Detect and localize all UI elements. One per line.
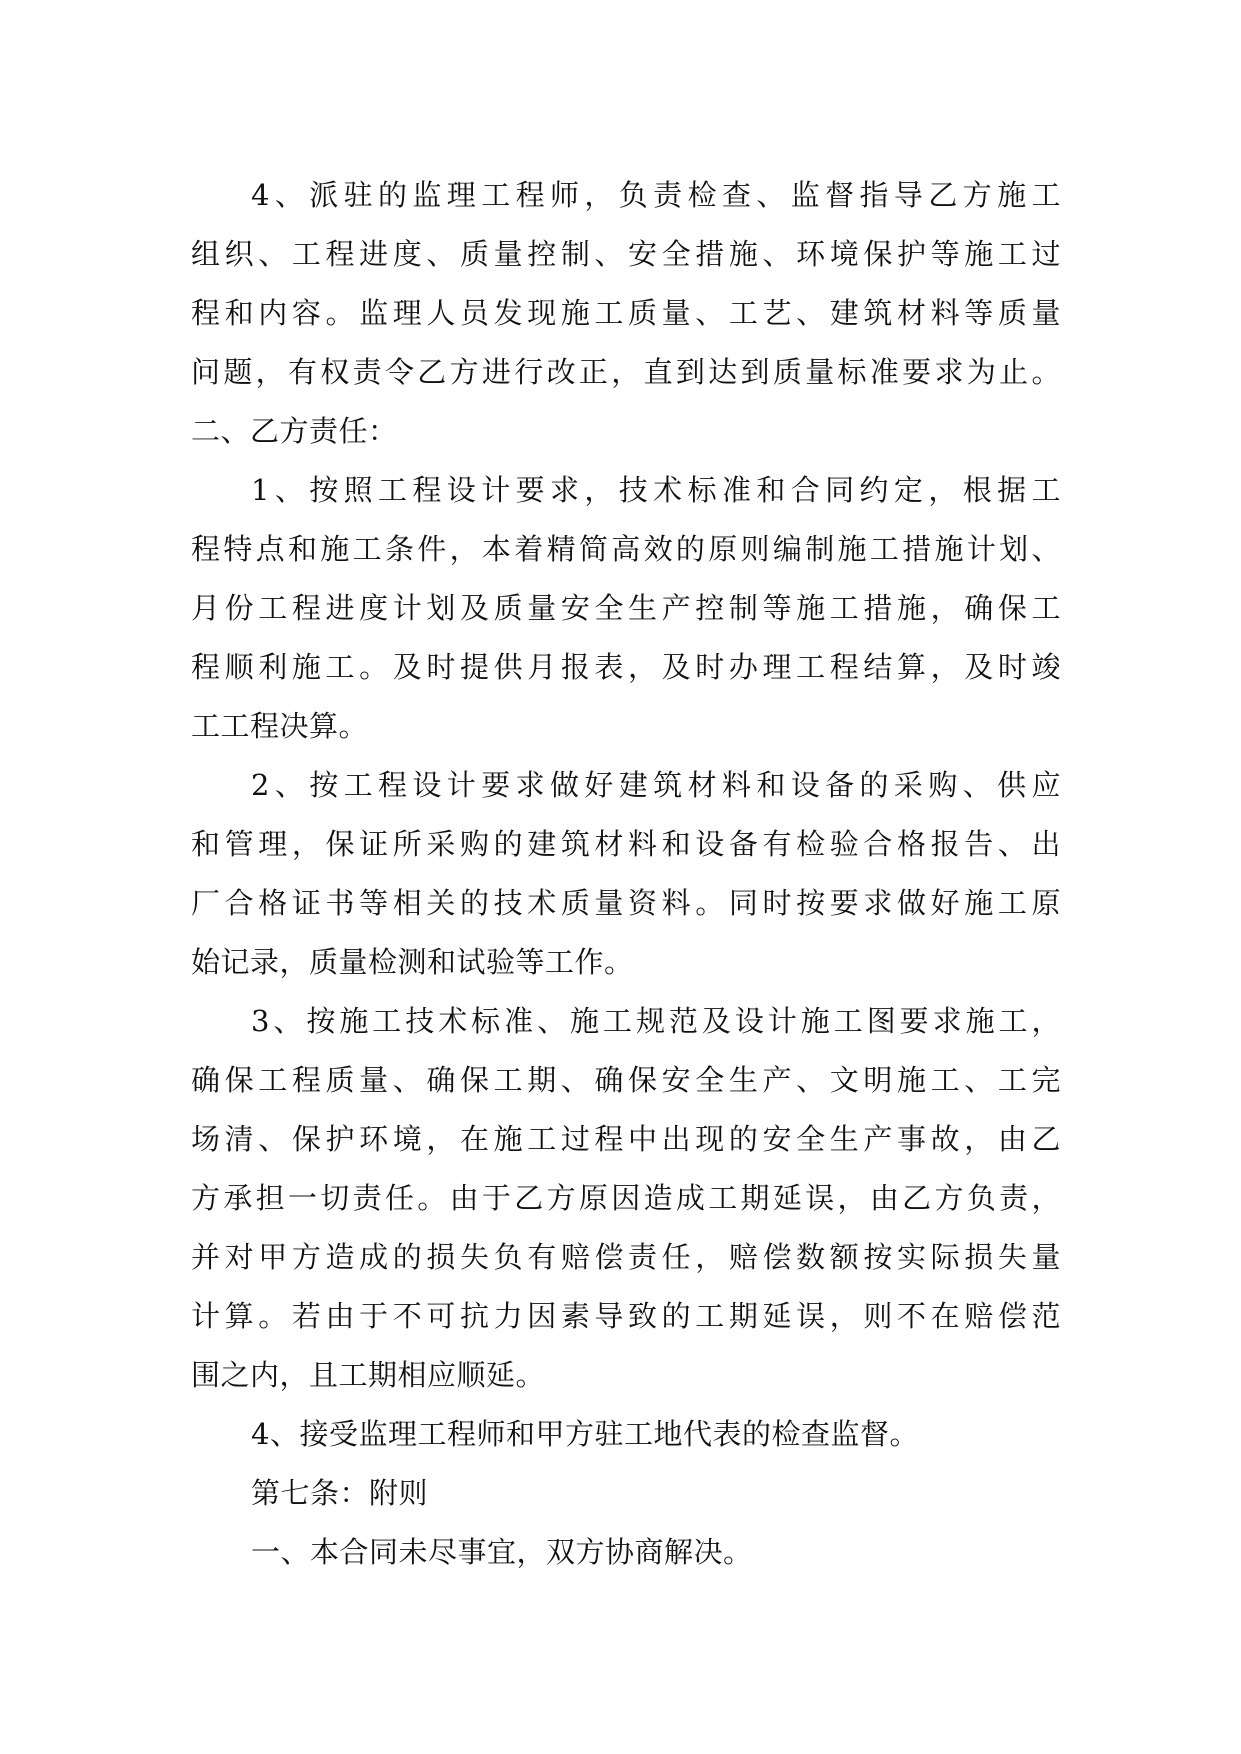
contract-text-body	[191, 166, 1061, 1582]
clause-line: 确保工程质量、确保工期、确保安全生产、文明施工、工完	[191, 1063, 1061, 1097]
section-heading: 二、乙方责任：	[191, 414, 398, 448]
clause-line: 问题，有权责令乙方进行改正，直到达到质量标准要求为止。	[191, 355, 1061, 389]
clause-line: 围之内，且工期相应顺延。	[191, 1358, 546, 1392]
clause-line: 月份工程进度计划及质量安全生产控制等施工措施，确保工	[191, 591, 1061, 625]
clause-line: 3、按施工技术标准、施工规范及设计施工图要求施工，	[251, 1004, 1061, 1038]
clause-line: 1、按照工程设计要求，技术标准和合同约定，根据工	[251, 473, 1061, 507]
clause-line: 并对甲方造成的损失负有赔偿责任，赔偿数额按实际损失量	[191, 1240, 1061, 1274]
clause-line: 2、按工程设计要求做好建筑材料和设备的采购、供应	[251, 768, 1061, 802]
clause-line: 程和内容。监理人员发现施工质量、工艺、建筑材料等质量	[191, 296, 1061, 330]
clause-line: 4、派驻的监理工程师，负责检查、监督指导乙方施工	[251, 178, 1061, 212]
article-heading: 第七条：附则	[251, 1476, 429, 1510]
clause-line: 始记录，质量检测和试验等工作。	[191, 945, 634, 979]
clause-line: 一、本合同未尽事宜，双方协商解决。	[251, 1535, 753, 1569]
clause-line: 和管理，保证所采购的建筑材料和设备有检验合格报告、出	[191, 827, 1061, 861]
clause-line: 组织、工程进度、质量控制、安全措施、环境保护等施工过	[191, 237, 1061, 271]
clause-line: 场清、保护环境，在施工过程中出现的安全生产事故，由乙	[191, 1122, 1061, 1156]
clause-line: 4、接受监理工程师和甲方驻工地代表的检查监督。	[251, 1417, 919, 1451]
clause-line: 程特点和施工条件，本着精简高效的原则编制施工措施计划、	[191, 532, 1061, 566]
clause-line: 计算。若由于不可抗力因素导致的工期延误，则不在赔偿范	[191, 1299, 1061, 1333]
clause-line: 程顺利施工。及时提供月报表，及时办理工程结算，及时竣	[191, 650, 1061, 684]
clause-line: 厂合格证书等相关的技术质量资料。同时按要求做好施工原	[191, 886, 1061, 920]
clause-line: 方承担一切责任。由于乙方原因造成工期延误，由乙方负责，	[191, 1181, 1061, 1215]
clause-line: 工工程决算。	[191, 709, 369, 743]
